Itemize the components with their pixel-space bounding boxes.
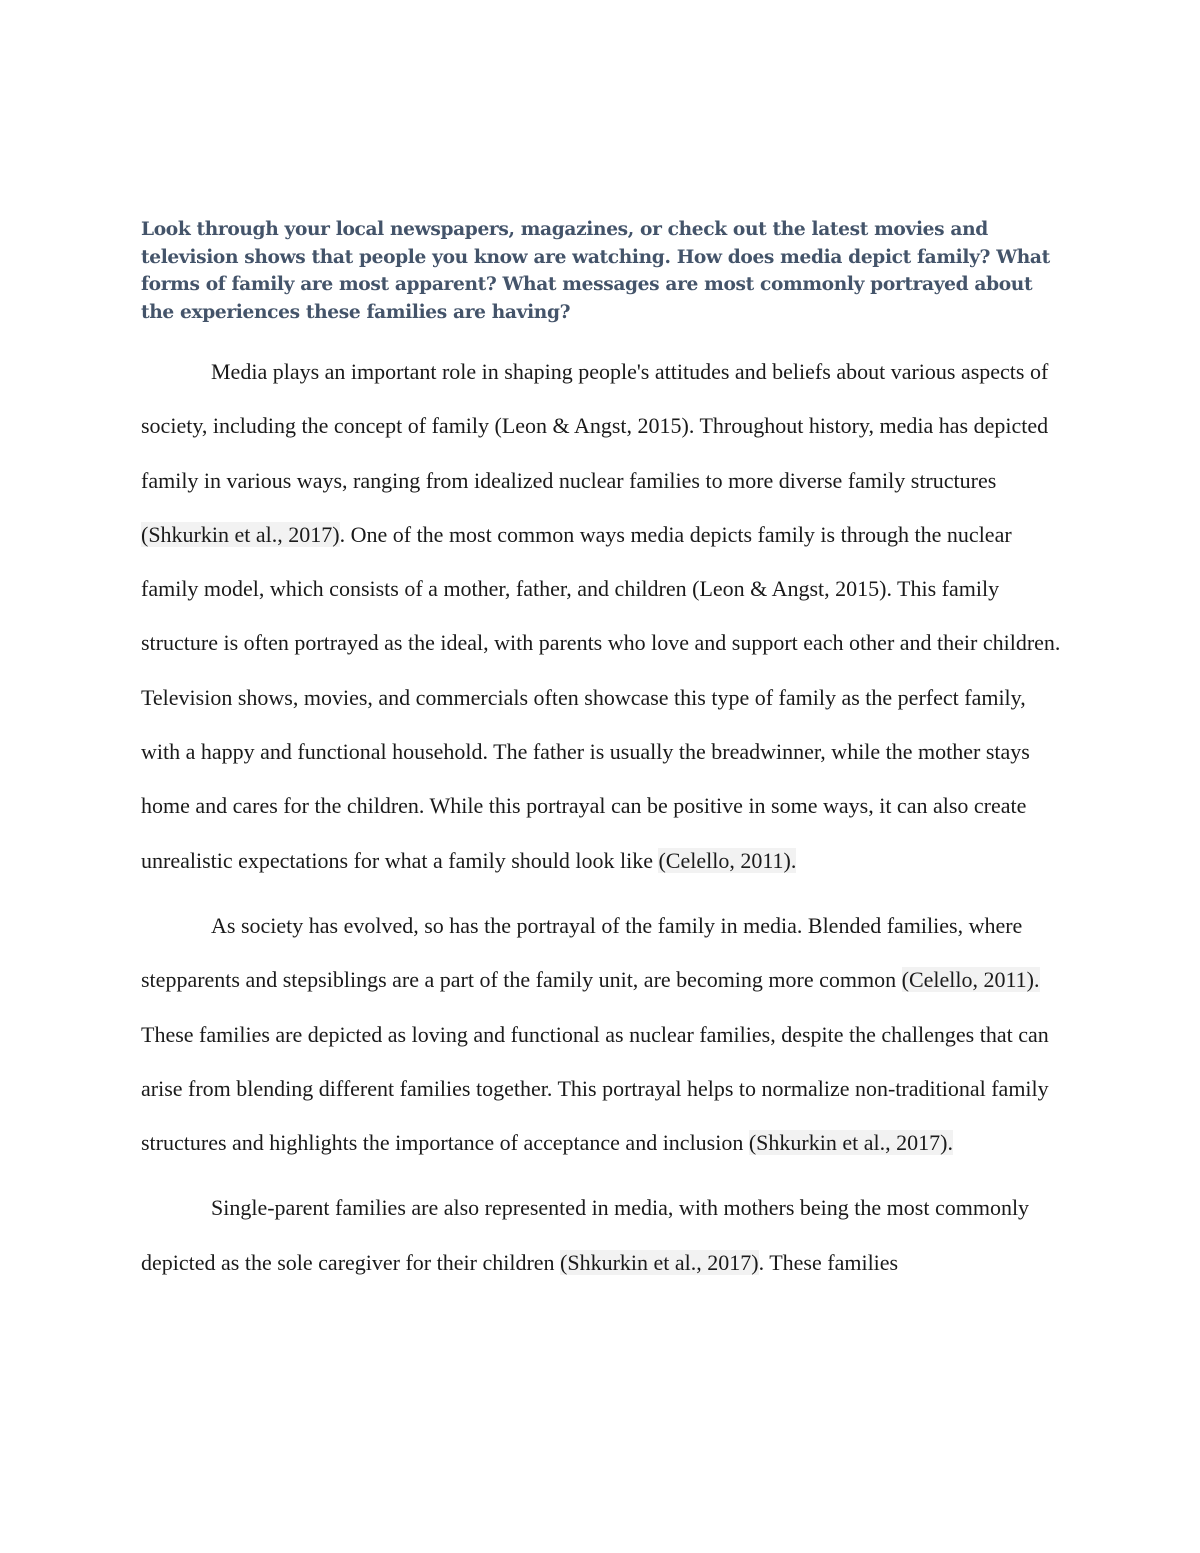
citation: (Celello, 2011). (658, 847, 797, 873)
paragraph-text: As society has evolved, so has the portrayal of the family in media. Blended families, where stepparents and stepsiblings are a part of the family unit, are becoming more common (141, 912, 1023, 993)
citation: (Shkurkin et al., 2017) (560, 1249, 759, 1275)
paragraph-text: These families are depicted as loving and functional as nuclear families, despite the challenges that can arise from blending different families together. This portrayal helps to normalize non-traditional family structures and highlights the importance of acceptance and inclusion (141, 1021, 1049, 1156)
paragraph-text: Media plays an important role in shaping people's attitudes and beliefs about various aspects of society, including the concept of family (Leon & Angst, 2015). Throughout history, media has depicted family in various ways, ranging from idealized nuclear families to more diverse family structures (141, 359, 1049, 493)
assignment-prompt: Look through your local newspapers, magazines, or check out the latest movies and television shows that people you know are watching. How does media depict family? What forms of family are most apparent? What messages are most commonly portrayed about the experiences these families are having? (141, 219, 1050, 323)
paragraph-text: . These families (758, 1249, 899, 1275)
essay-paragraph-3 (141, 1181, 1066, 1290)
essay-paragraph-1 (141, 345, 1066, 888)
citation: (Celello, 2011). (901, 967, 1040, 993)
citation: (Shkurkin et al., 2017) (141, 521, 340, 547)
citation: (Shkurkin et al., 2017). (748, 1130, 953, 1156)
paragraph-text: Single-parent families are also represented in media, with mothers being the most commonly depicted as the sole caregiver for their children (141, 1195, 1030, 1275)
essay-body (141, 345, 1066, 1301)
essay-paragraph-2 (141, 899, 1066, 1170)
paragraph-text: . One of the most common ways media depicts family is through the nuclear family model, which consists of a mother, father, and children (Leon & Angst, 2015). This family structure is often portrayed as the ideal, with parents who love and support each other and their children. Television shows, movies, and commercials often showcase this type of family as the perfect family, with a happy and functional household. The father is usually the breadwinner, while the mother stays home and cares for the children. While this portrayal can be positive in some ways, it can also create unrealistic expectations for what a family should look like (141, 521, 1061, 873)
